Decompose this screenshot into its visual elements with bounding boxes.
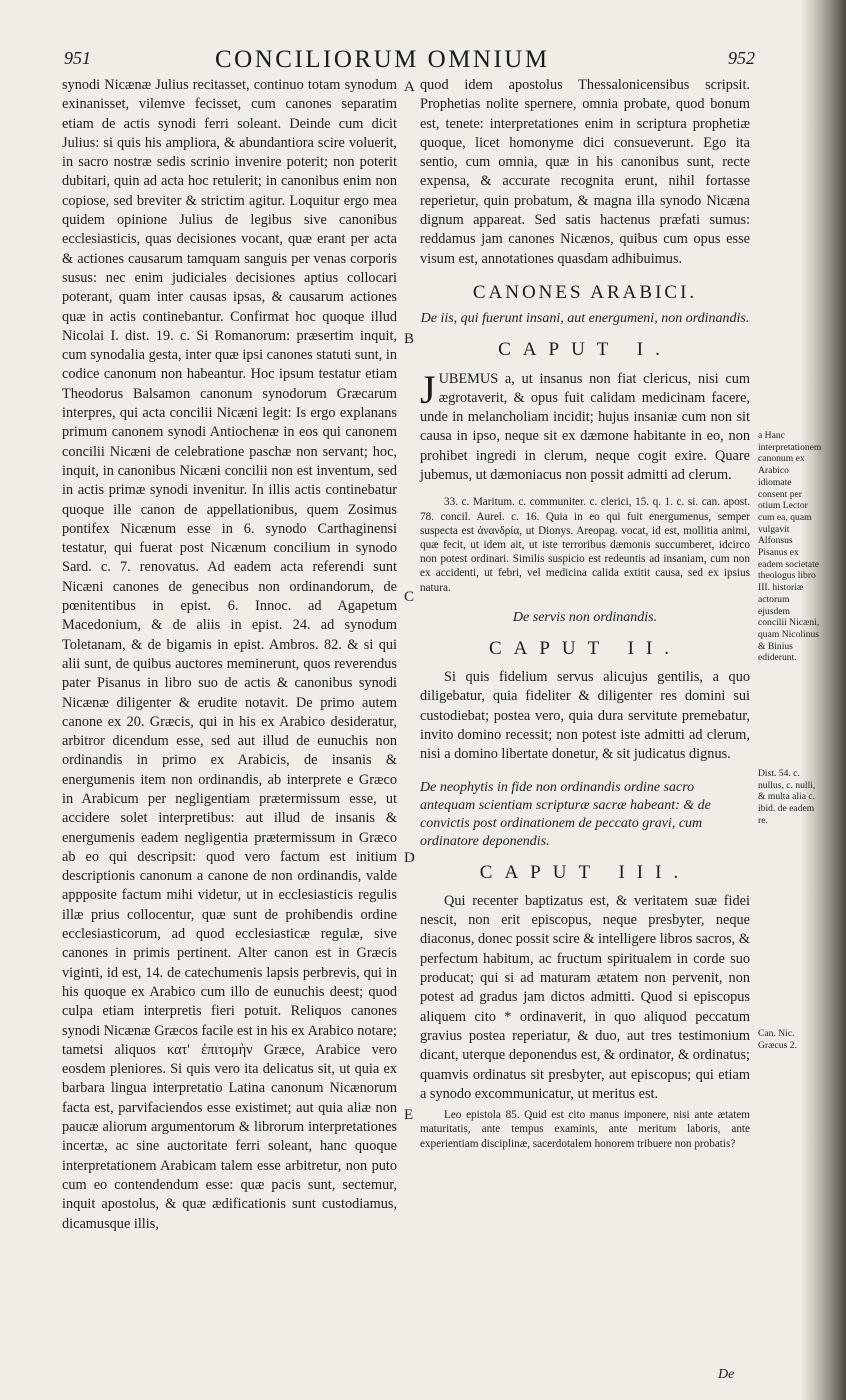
chapter-heading-2: CAPUT II. xyxy=(488,637,682,659)
chapter-heading-1: CAPUT I. xyxy=(498,339,672,361)
running-title: CONCILIORUM OMNIUM xyxy=(215,46,550,73)
catchword: De xyxy=(718,1367,735,1382)
section-letter-a: A xyxy=(404,79,415,95)
section-title: CANONES ARABICI. xyxy=(472,281,698,303)
chapter-1-note: 33. c. Maritum. c. communiter. c. clerici, 15. q. 1. c. si. can. apost. 78. concil. Aurel. c. 16. Quia in eo qui fuit energumenus, semper suspecta est ἀνανδρία, ut Dionys. Areopag. vocat, id est, mollitia animi, quæ fecit, ut idem ait, ut iste terroribus dæmonis succumberet, idcirco non potest ordinari. Similis suspicio est redeuntis ad insaniam, cum non ex accidenti, ut febri, vel medicina calida extitit causa, sed ex ipsius natura. xyxy=(420,496,750,594)
left-column-text: synodi Nicænæ Julius recitasset, continuo totam synodum exinanisset, vilemve fecisset, cum canones separatim etiam de actis synodi ferri soleant. Deinde cum dicit Julius: si quis his ampliora, & abundantiora scire voluerit, in sacro nostræ sedis scrinio invenire poterit; non poterit dubitari, quin ad acta hoc retulerit; in canonibus enim non copiose, sed breviter & strictim agitur. Loquitur ergo mea quidem opinione Julius de legibus sive canonibus ecclesiasticis, quas decisiones vocant, quæ erant per acta & actiones causarum tamquam sanguis per venas corporis susus: nec enim judiciales decisiones aptius collocari poterant, quam inter causas ipsas, & causarum actiones quæ in actis continebantur. Confirmat hoc quoque illud Nicolai I. dist. 19. c. Si Romanorum: præsertim inquit, cum synodalia gesta, inter quæ ipsi canones statuti sunt, in codice canonum non habeantur. Hoc ipsum testatur etiam Theodorus Balsamon canonum synodorum Græcarum interpres, qui acta concilii Nicæni legit: Is ergo explanans primum canonem synodi Antiochenæ in eos qui canonem concilii Nicæni de celebratione paschæ non servant; hoc, inquit, in canonibus Nicæni concilii non est inventum, sed in actis primæ synodi invenitur. In illis actis continebatur quoque ille canon de appellationibus, quem Zosimus pontifex Nicænum esse in 6. synodo Carthaginensi testatur, qui fuerat post Nicænum concilium in synodo Sard. c. 7. renovatus. Ad eadem acta referendi sunt Nicæni canones de genecibus non ordinandorum, de pœnitentibus in epist. 6. Innoc. ad Agapetum Macedonium, & de aliis in epist. 24. ad synodum Toletanam, & de bigamis in epist. Ambros. 82. & si qui alii sunt, de quibus auctores meminerunt, quos reverendus pater Pisanus in libro suo de actis & canonibus synodi Nicænæ diligenter & erudite notavit. De primo autem canone ex 20. Græcis, qui in his ex Arabico desideratur, arbitror dicendum esse, sed aut illud de eunuchis non ordinandis in primo ex Arabicis, de insanis & energumenis item non ordinandis, ab interprete e Græco in Arabicum per negligentiam prætermissum esse, ut accidere solet interpretibus: aut illud de insanis & energumenis eadem negligentia prætermissum in Græco ab eo qui descripsit: quod vero factum est initium descriptionis canonum a canone de non ordinandis, valde appposite factum mihi videtur, ut in ecclesiasticis regulis illæ prius collocentur, quæ sunt de prohibendis ordine ecclesiasticorum, ad quod ecclesiasticæ regulæ, sive canones in primis pertinent. Alter canon est in Græcis viginti, id est, 14. de catechumenis lapsis perbrevis, qui in his quoque ex Arabico cum illo de eunuchis deest; quod culpa etiam interpretis fieri potuit. Reliquos canones synodi Nicænæ Græcos facile est in his ex Arabico notare; tametsi aliquos κατ' ἐπιτομὴν Græce, Arabice vero eosdem pleniores. Si quis vero ita delicatus sit, ut quia ex barbara lingua interpretatio Latina canonum Nicænorum facta est, parvifaciendos esse existimet; aut quia aliæ non paucæ aliorum argumentorum & librorum interpretationes incertæ, ac sine auctoritate ferri soleant, hanc quoque interpretationem Arabicam talem esse arbitretur, non puto cum eo contendendum esse: quæ pacis sunt, sectemur, inquit apostolus, & quæ ædificationis sunt custodiamus, dicamusque illis, xyxy=(62,77,397,1232)
book-spine-shadow xyxy=(800,0,846,1400)
chapter-1-text: JUBEMUS a, ut insanus non fiat clericus, nisi cum ægrotaverit, & opus fuit calidam medicinam facere, unde in melancholiam incidit; hujus insaniæ cum non sit causa in ipso, neque sit ex dæmone habitante in eo, non prohibet ingredi in clerum, neque cogit exire. Quare jubemus, ut dæmoniacus non possit admitti ad clerum. xyxy=(420,366,750,484)
chapter-3-note: Leo epistola 85. Quid est cito manus imponere, nisi ante ætatem maturitatis, ante tempus examinis, ante meritum laboris, ante experientiam disciplinæ, sacerdotalem honorem tribuere non probatis? xyxy=(420,1109,750,1150)
chapter-heading-3: CAPUT III. xyxy=(479,861,691,883)
section-letter-c: C xyxy=(404,589,415,605)
left-column xyxy=(62,76,397,1234)
margin-note-a: a Hanc interpretationem canonum ex Arabico idiomate consent per otium Lector cum ea, quam vulgavit Alfonsus Pisanus ex eadem societate theologus libro III. historiæ actorum ejusdem concilii Nicæni, quam Nicolinus & Binius ediderunt. xyxy=(758,430,822,664)
page-number-left: 951 xyxy=(64,48,91,68)
chapter-subtitle-2: De servis non ordinandis. xyxy=(512,609,658,625)
margin-note-can: Can. Nic. Græcus 2. xyxy=(758,1028,797,1051)
right-column xyxy=(420,76,750,1151)
section-letter-d: D xyxy=(404,850,415,866)
page-number-right: 952 xyxy=(728,48,755,68)
section-letter-e: E xyxy=(404,1107,414,1123)
chapter-subtitle-1: De iis, qui fuerunt insani, aut energumeni, non ordinandis. xyxy=(420,311,750,327)
running-header xyxy=(0,48,800,74)
intro-paragraph: quod idem apostolus Thessalonicensibus scripsit. Prophetias nolite spernere, omnia probate, quod bonum est, tenete: interpretationes enim in scriptura prophetiæ quoque, licet homonyme dici consueverunt. Ego ita sentio, cum omnia, quæ in his canonibus sunt, recte expensa, & accurate recognita erunt, nihil fortasse reperietur, quin probatum, & magna illa synodo Nicæna dignum appareat. Sed satis hactenus præfati sumus: reddamus jam canones Nicænos, quibus cum opus esse visum est, annotationes quasdam adhibuimus. xyxy=(420,77,750,267)
chapter-subtitle-3: De neophytis in fide non ordinandis ordine sacro antequam scientiam scripturæ sacræ habeant: & de convictis post ordinationem de peccato gravi, cum ordinatore deponendis. xyxy=(420,779,711,849)
chapter-2-text: Si quis fidelium servus alicujus gentilis, a quo diligebatur, quia fideliter & diligenter res domini sui custodiebat; postea vero, quia dura servitute premebatur, invito domino recessit; non potest iste admitti ad clerum, nisi a domino libertate donetur, & sit judicatus dignus. xyxy=(420,669,750,763)
section-letter-b: B xyxy=(404,331,415,347)
margin-note-dist: Dist. 54. c. nullus, c. nulli, & multa alia c. ibid. de eadem re. xyxy=(758,768,816,826)
chapter-3-text: Qui recenter baptizatus est, & veritatem suæ fidei nescit, non erit episcopus, neque presbyter, neque diaconus, donec possit scire & intelligere libros sacros, & perfectum habitum, ac fructum spiritualem in corde suo producat; qui si ad maturam ætatem non pervenit, non potest ad gradus jam dictos admitti. Quod si episcopus aliquem cito * ordinaverit, in quo aliquod peccatum gravius postea reperiatur, & duo, aut tres testimonium dicant, uterque deponendus est, & ordinator, & ordinatus; quamvis ordinatus sit presbyter, aut episcopus; qui etiam a synodo excommunicatur, ut meritus est. xyxy=(420,892,750,1102)
